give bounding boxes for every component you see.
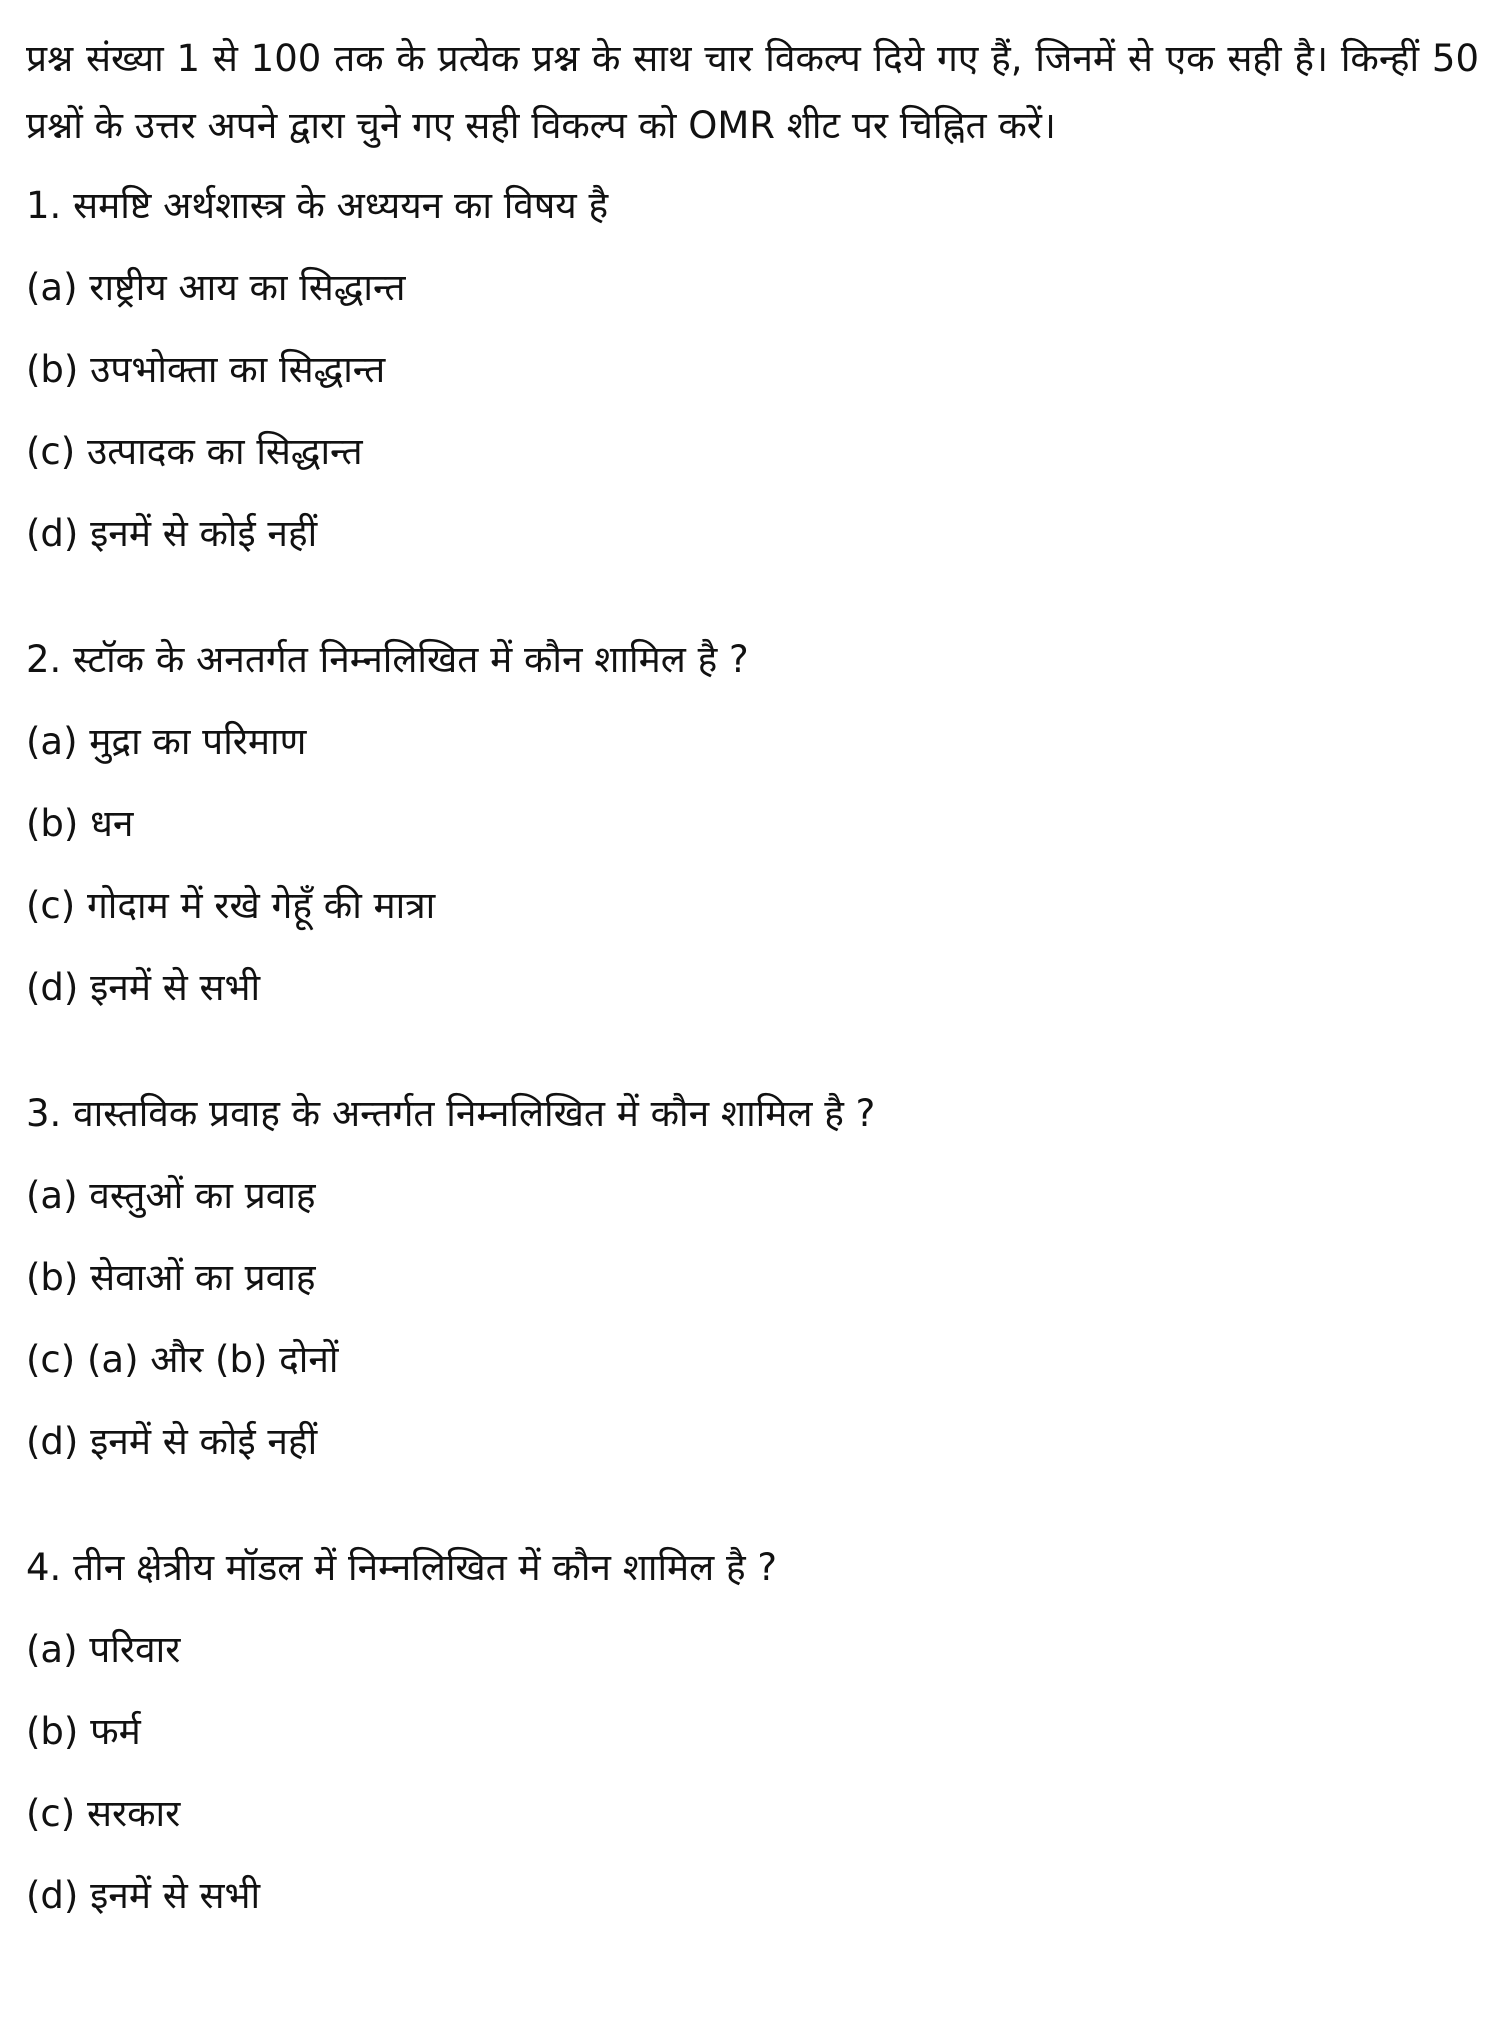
question-text: 2. स्टॉक के अनतर्गत निम्नलिखित में कौन शामिल है ?: [26, 638, 749, 681]
question-3: [26, 1073, 1479, 1483]
option-c: (c) गोदाम में रखे गेहूँ की मात्रा: [26, 884, 436, 927]
option-b: (b) सेवाओं का प्रवाह: [26, 1256, 316, 1299]
option-c: (c) (a) और (b) दोनों: [26, 1338, 339, 1381]
option-a: (a) वस्तुओं का प्रवाह: [26, 1174, 316, 1217]
option-a: (a) मुद्रा का परिमाण: [26, 720, 307, 763]
question-text: 4. तीन क्षेत्रीय मॉडल में निम्नलिखित में कौन शामिल है ?: [26, 1546, 778, 1589]
question-1: [26, 165, 1479, 575]
option-c: (c) सरकार: [26, 1792, 181, 1835]
question-2: [26, 619, 1479, 1029]
option-b: (b) धन: [26, 802, 134, 845]
question-text: 1. समष्टि अर्थशास्त्र के अध्ययन का विषय है: [26, 184, 609, 227]
option-b: (b) उपभोक्ता का सिद्धान्त: [26, 348, 386, 391]
question-text: 3. वास्तविक प्रवाह के अन्तर्गत निम्नलिखित में कौन शामिल है ?: [26, 1092, 876, 1135]
option-d: (d) इनमें से कोई नहीं: [26, 1420, 318, 1463]
option-c: (c) उत्पादक का सिद्धान्त: [26, 430, 363, 473]
option-a: (a) परिवार: [26, 1628, 181, 1671]
option-a: (a) राष्ट्रीय आय का सिद्धान्त: [26, 266, 406, 309]
option-b: (b) फर्म: [26, 1710, 141, 1753]
option-d: (d) इनमें से कोई नहीं: [26, 512, 318, 555]
option-d: (d) इनमें से सभी: [26, 1874, 261, 1917]
option-d: (d) इनमें से सभी: [26, 966, 261, 1009]
instructions: प्रश्न संख्या 1 से 100 तक के प्रत्येक प्रश्न के साथ चार विकल्प दिये गए हैं, जिनमें से एक सही है। किन्हीं 50 प्रश्नों के उत्तर अपने द्वारा चुने गए सही विकल्प को OMR शीट पर चिह्नित करें।: [26, 37, 1479, 147]
question-4: [26, 1527, 1479, 1937]
